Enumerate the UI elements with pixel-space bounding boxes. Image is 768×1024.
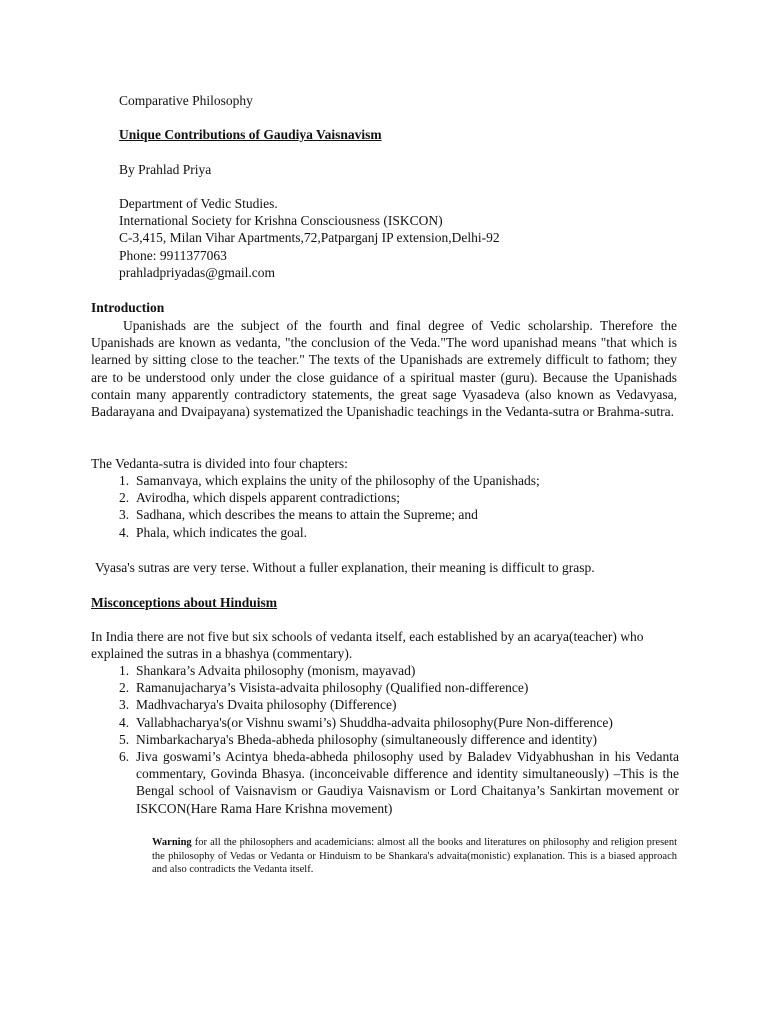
list-item: 3. Madhvacharya's Dvaita philosophy (Difference): [119, 697, 397, 713]
schools-list: [119, 662, 679, 817]
address-street: C-3,415, Milan Vihar Apartments,72,Patparganj IP extension,Delhi-92: [119, 230, 500, 246]
chapters-lead: The Vedanta-sutra is divided into four chapters:: [91, 456, 348, 471]
introduction-paragraph: Upanishads are the subject of the fourth and final degree of Vedic scholarship. Therefore the Upanishads are known as vedanta, "the conclusion of the Veda."The word upanishad means "that which is learned by sitting close to the teacher." The texts of the Upanishads are extremely difficult to fathom; they are to be understood only under the close guidance of a spiritual master (guru). Because the Upanishads contain many apparently contradictory statements, the great sage Vyasadeva (also known as Vedavyasa, Badarayana and Dvaipayana) systematized the Upanishadic teachings in the Vedanta-sutra or Brahma-sutra.: [91, 318, 677, 420]
course-name: Comparative Philosophy: [119, 93, 253, 108]
warning-label: Warning: [152, 837, 192, 848]
list-item: 2. Avirodha, which dispels apparent contradictions;: [119, 490, 401, 506]
list-item: 1. Samanvaya, which explains the unity of the philosophy of the Upanishads;: [119, 473, 540, 488]
list-item: 4. Vallabhacharya's(or Vishnu swami’s) Shuddha-advaita philosophy(Pure Non-difference): [119, 714, 613, 730]
address-phone: Phone: 9911377063: [119, 247, 227, 263]
warning-text: for all the philosophers and academicians: almost all the books and literatures on philosophy and religion present the philosophy of Vedas or Vedanta or Hinduism to be Shankara's advaita(monistic) explanation. This is a biased approach and also contradicts the Vedanta itself.: [152, 837, 677, 876]
misconceptions-heading: Misconceptions about Hinduism: [91, 595, 278, 610]
document-title: Unique Contributions of Gaudiya Vaisnavism: [119, 127, 382, 142]
misconceptions-lead: In India there are not five but six schools of vedanta itself, each established by an acarya(teacher) who explained the sutras in a bhashya (commentary).: [91, 629, 644, 662]
introduction-heading: Introduction: [91, 300, 165, 315]
address-department: Department of Vedic Studies.: [119, 196, 278, 211]
list-item: 6. Jiva goswami’s Acintya bheda-abheda philosophy used by Baladev Vidyabhushan in his Vedanta commentary, Govinda Bhasya. (inconceivable difference and identity simultaneously) –This is the Bengal school of Vaisnavism or Gaudiya Vaisnavism or Lord Chaitanya’s Sankirtan movement or ISKCON(Hare Rama Hare Krishna movement): [119, 749, 679, 816]
list-item: 3. Sadhana, which describes the means to attain the Supreme; and: [119, 507, 478, 523]
address-email: prahladpriyadas@gmail.com: [119, 264, 276, 280]
address-organization: International Society for Krishna Consciousness (ISKCON): [119, 213, 443, 229]
warning-note: [152, 836, 677, 877]
author-byline: By Prahlad Priya: [119, 162, 212, 177]
list-item: 1. Shankara’s Advaita philosophy (monism, mayavad): [119, 663, 416, 678]
chapters-list: [119, 472, 679, 541]
list-item: 2. Ramanujacharya’s Visista-advaita philosophy (Qualified non-difference): [119, 680, 529, 696]
sutras-note: Vyasa's sutras are very terse. Without a fuller explanation, their meaning is difficult to grasp.: [95, 560, 595, 575]
list-item: 4. Phala, which indicates the goal.: [119, 524, 307, 540]
author-address: [119, 195, 679, 281]
list-item: 5. Nimbarkacharya's Bheda-abheda philosophy (simultaneously difference and identity): [119, 731, 598, 747]
